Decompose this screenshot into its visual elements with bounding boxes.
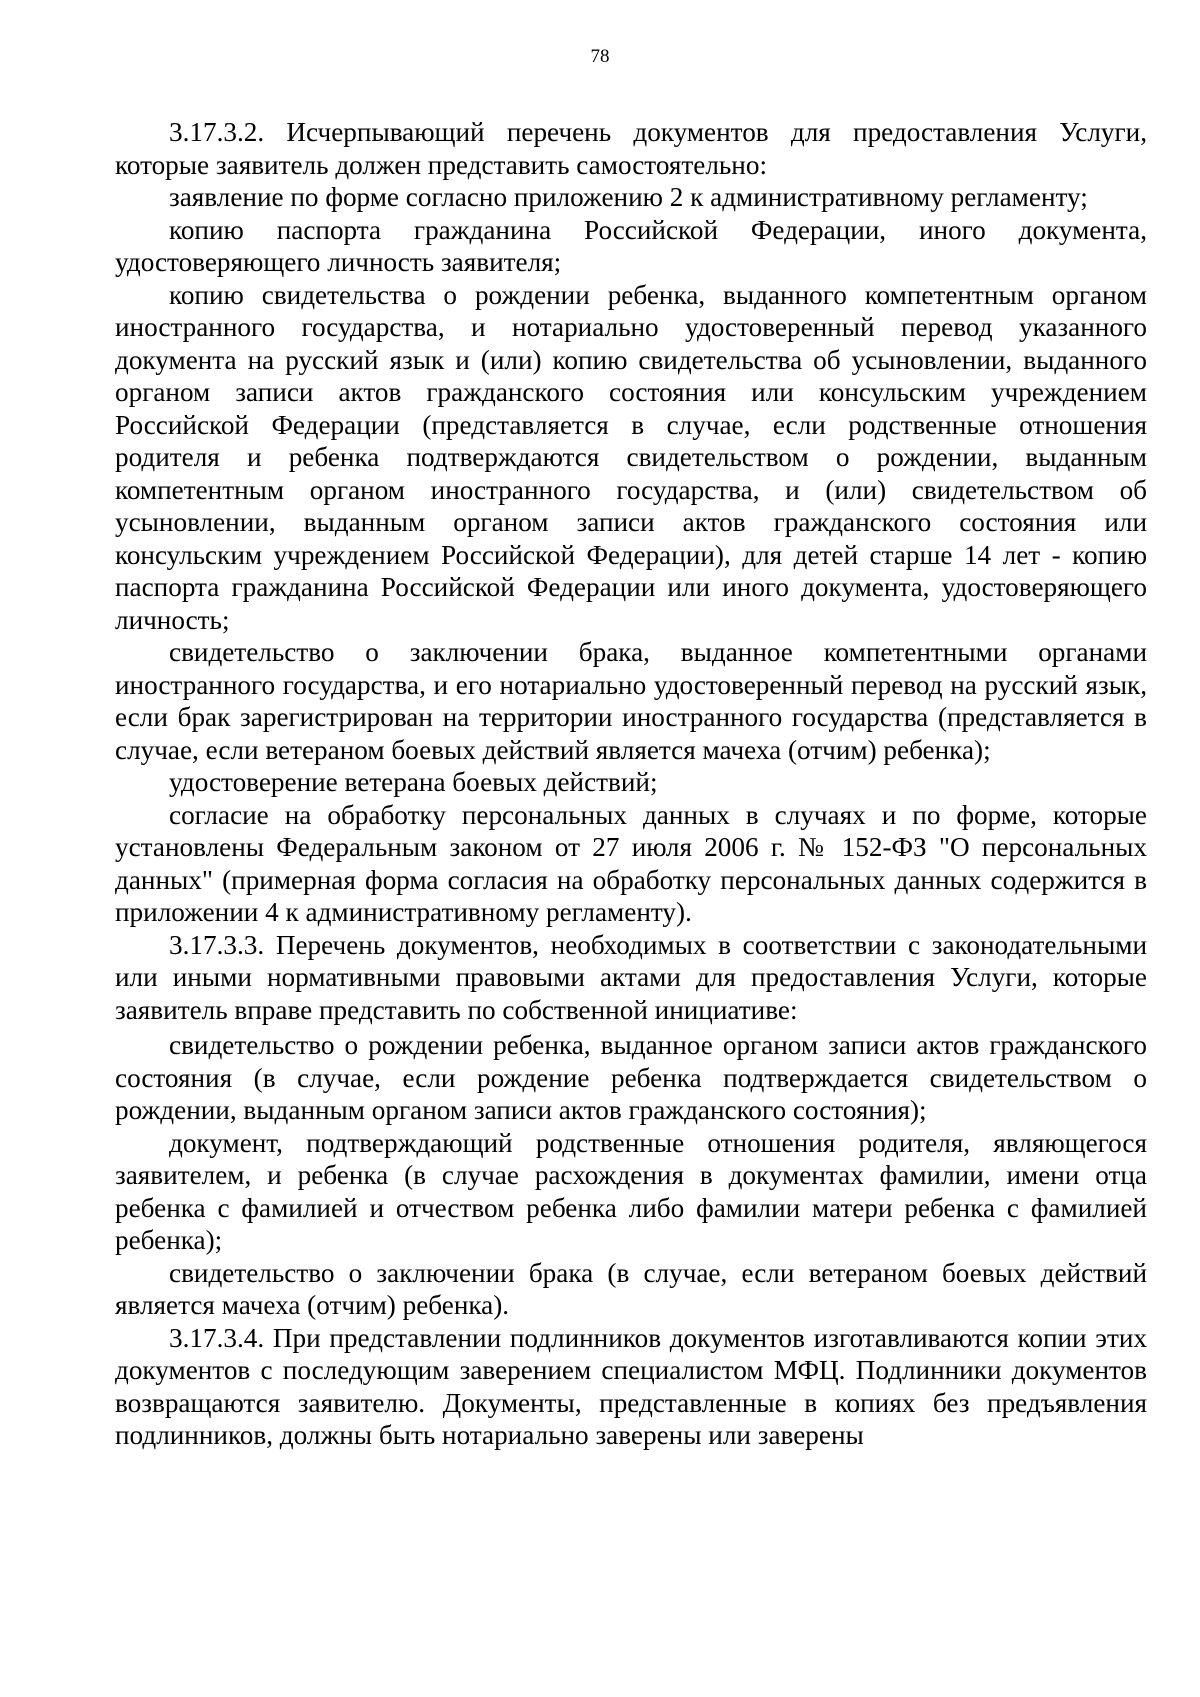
list-item-birth-certificate-copy: копию свидетельства о рождении ребенка, выданного компетентным органом иностранного государства, и нотариально удостоверенный перевод указанного документа на русский язык и (или) копию свидетельства об усыновлении, выданного органом записи актов гражданского состояния или консульским учреждением Российской Федерации (представляется в случае, если родственные отношения родителя и ребенка подтверждаются свидетельством о рождении, выданным компетентным органом иностранного государства, и (или) свидетельством об усыновлении, выданным органом записи актов гражданского состояния или консульским учреждением Российской Федерации), для детей старше 14 лет - копию паспорта гражданина Российской Федерации или иного документа, удостоверяющего личность; [115, 279, 1147, 635]
list-item-marriage-certificate-foreign: свидетельство о заключении брака, выданное компетентными органами иностранного государства, и его нотариально удостоверенный перевод на русский язык, если брак зарегистрирован на территории иностранного государства (представляется в случае, если ветераном боевых действий является мачеха (отчим) ребенка); [115, 637, 1147, 765]
page-number: 78 [590, 46, 610, 67]
list-item-veteran-certificate: удостоверение ветерана боевых действий; [169, 767, 658, 797]
paragraph-3-17-3-2: 3.17.3.2. Исчерпывающий перечень документов для предоставления Услуги, которые заявитель должен представить самостоятельно: [115, 117, 1147, 180]
list-item-birth-certificate-registry: свидетельство о рождении ребенка, выданное органом записи актов гражданского состояния (в случае, если рождение ребенка подтверждается свидетельством о рождении, выданным органом записи актов гражданского состояния); [115, 1030, 1147, 1125]
list-item-passport-copy: копию паспорта гражданина Российской Федерации, иного документа, удостоверяющего личность заявителя; [115, 214, 1147, 277]
list-item-application: заявление по форме согласно приложению 2 к административному регламенту; [169, 182, 1088, 212]
document-body [115, 116, 1147, 1452]
list-item-kinship-document: документ, подтверждающий родственные отношения родителя, являющегося заявителем, и ребенка (в случае расхождения в документах фамилии, имени отца ребенка с фамилией и отчеством ребенка либо фамилии матери ребенка с фамилией ребенка); [115, 1127, 1147, 1255]
list-item-marriage-certificate: свидетельство о заключении брака (в случае, если ветераном боевых действий является мачеха (отчим) ребенка). [115, 1257, 1147, 1320]
paragraph-3-17-3-3: 3.17.3.3. Перечень документов, необходимых в соответствии с законодательными или иными нормативными правовыми актами для предоставления Услуги, которые заявитель вправе представить по собственной инициативе: [115, 929, 1147, 1025]
list-item-personal-data-consent: согласие на обработку персональных данных в случаях и по форме, которые установлены Федеральным законом от 27 июля 2006 г. № 152-ФЗ "О персональных данных" (примерная форма согласия на обработку персональных данных содержится в приложении 4 к административному регламенту). [115, 799, 1147, 927]
paragraph-3-17-3-4: 3.17.3.4. При представлении подлинников документов изготавливаются копии этих документов с последующим заверением специалистом МФЦ. Подлинники документов возвращаются заявителю. Документы, представленные в копиях без предъявления подлинников, должны быть нотариально заверены или заверены [115, 1322, 1147, 1450]
